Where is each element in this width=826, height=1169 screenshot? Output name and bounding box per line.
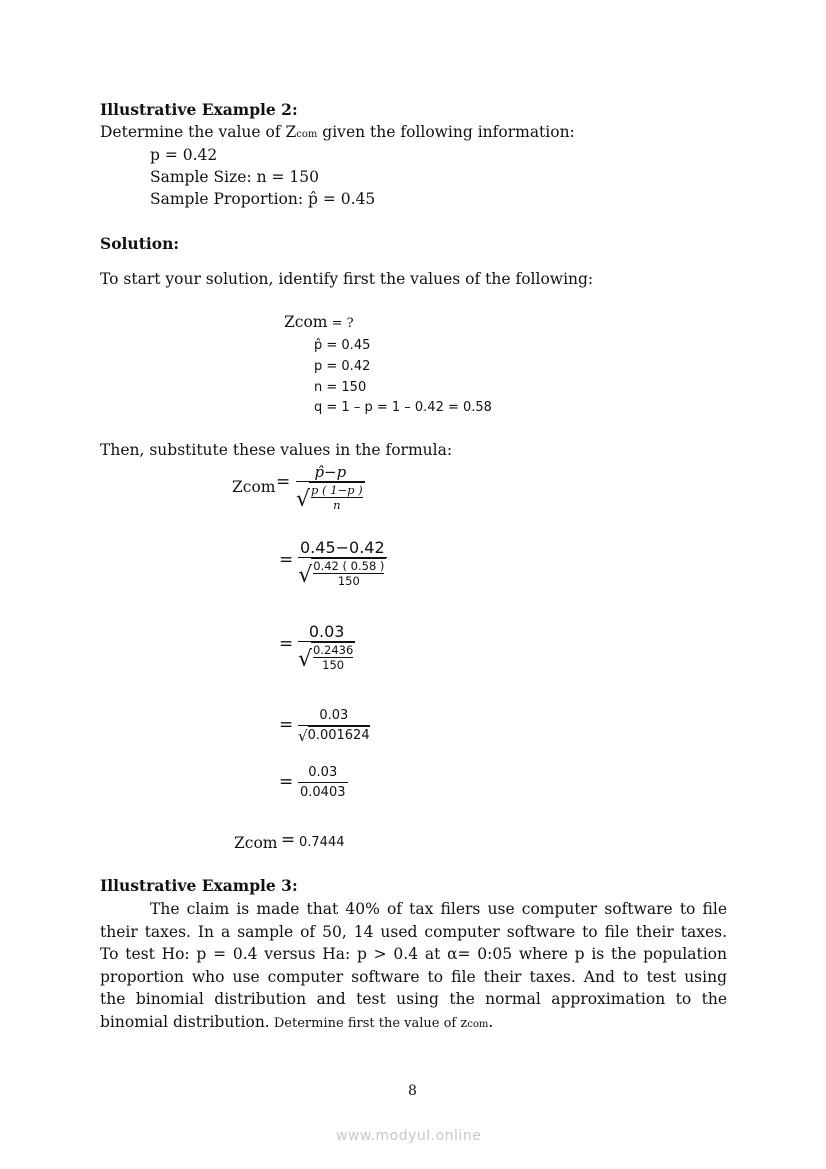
equals-sign: =	[279, 715, 294, 735]
example2-heading: Illustrative Example 2:	[100, 100, 298, 119]
line-text-small: Determine first the value of z	[269, 1015, 468, 1031]
solution-intro: To start your solution, identify first the values of the following:	[100, 270, 594, 288]
intro-text-end: given the following information:	[317, 123, 575, 141]
sqrt-icon: √	[298, 563, 313, 588]
paragraph-line: To test Ho: p = 0.4 versus Ha: p > 0.4 at α= 0:05 where p is the population	[100, 945, 727, 963]
paragraph-line: their taxes. In a sample of 50, 14 used computer software to file their taxes.	[100, 922, 727, 941]
sqrt-icon: √	[298, 647, 313, 672]
intro-subscript: com	[296, 129, 318, 140]
value-q: q = 1 – p = 1 – 0.42 = 0.58	[314, 400, 492, 415]
equals-sign: =	[279, 772, 294, 792]
inner-numerator: 0.2436	[313, 643, 354, 657]
paragraph-line	[100, 1011, 727, 1037]
line-text: binomial distribution.	[100, 1012, 270, 1031]
example2-intro	[100, 122, 575, 145]
zcom-unknown	[284, 312, 354, 334]
given-phat: Sample Proportion: p̂ = 0.45	[150, 190, 376, 208]
formula-fraction	[296, 463, 365, 512]
step1-numerator: 0.45−0.42	[300, 538, 385, 557]
example3-heading: Illustrative Example 3:	[100, 876, 298, 895]
intro-text: Determine the value of Z	[100, 123, 297, 141]
given-p: p = 0.42	[150, 146, 218, 164]
step3-fraction	[298, 707, 370, 745]
radicand: 0.001624	[307, 728, 370, 743]
zcom-result: 0.7444	[299, 835, 345, 850]
page-number: 8	[408, 1083, 417, 1099]
zcom-label-result: Zcom	[234, 834, 278, 852]
value-phat: p̂ = 0.45	[314, 338, 371, 353]
line-subscript: com	[467, 1018, 489, 1030]
inner-numerator: p ( 1−p )	[311, 483, 363, 497]
step1-denominator	[298, 558, 386, 588]
sqrt-icon: √	[298, 727, 308, 745]
sqrt-icon: √	[296, 487, 311, 512]
zcom-label: Zcom	[284, 313, 328, 331]
step4-fraction	[298, 764, 348, 803]
step2-numerator: 0.03	[308, 622, 345, 641]
step4-denominator: 0.0403	[300, 785, 346, 800]
step3-denominator	[298, 726, 370, 745]
paragraph-line: The claim is made that 40% of tax filers use computer software to file	[150, 900, 727, 918]
inner-denominator: 150	[337, 574, 360, 588]
inner-denominator: 150	[322, 658, 345, 672]
paragraph-line: the binomial distribution and test using the normal approximation to the	[100, 990, 727, 1008]
example3-paragraph	[100, 898, 727, 1036]
solution-heading: Solution:	[100, 234, 180, 253]
substitute-text: Then, substitute these values in the formula:	[100, 441, 453, 459]
zcom-label-formula: Zcom	[232, 478, 276, 496]
paragraph-line: proportion who use computer software to file their taxes. And to test using	[100, 967, 727, 986]
given-n: Sample Size: n = 150	[150, 168, 320, 186]
equals-sign: =	[281, 830, 296, 850]
line-end: .	[488, 1012, 494, 1031]
formula-numerator: p̂−p	[314, 463, 347, 481]
step2-denominator	[298, 642, 355, 672]
step3-numerator: 0.03	[319, 708, 349, 723]
step4-numerator: 0.03	[308, 765, 338, 780]
zcom-unknown-value: = ?	[327, 316, 354, 331]
equals-sign: =	[276, 472, 291, 492]
watermark: www.modyul.online	[336, 1128, 482, 1144]
inner-denominator: n	[333, 498, 341, 512]
formula-denominator	[296, 482, 365, 512]
value-n: n = 150	[314, 380, 367, 395]
step2-fraction	[298, 623, 355, 672]
value-p: p = 0.42	[314, 359, 371, 374]
equals-sign: =	[279, 550, 294, 570]
step1-fraction	[298, 539, 387, 588]
equals-sign: =	[279, 634, 294, 654]
inner-numerator: 0.42 ( 0.58 )	[313, 559, 385, 573]
